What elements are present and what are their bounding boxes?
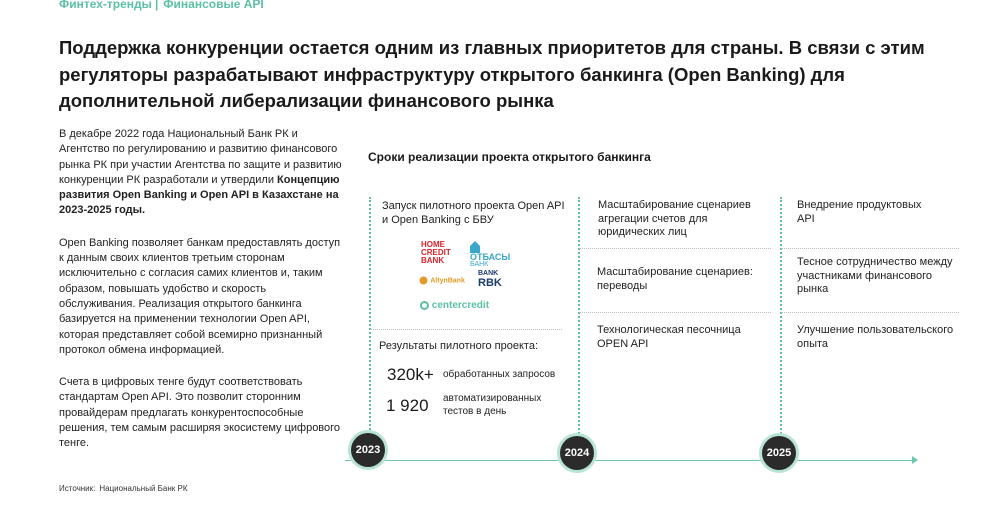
altyn-bank-logo	[419, 276, 465, 286]
intro-p1-bold: Концепцию развития Open Banking и Open API в Казахстане на 2023-2025 годы.	[59, 173, 340, 217]
otbasy-logo	[470, 241, 510, 269]
centercredit-logo	[420, 300, 489, 312]
home-credit-line3: BANK	[421, 256, 445, 265]
year-2024-marker: 2024	[560, 436, 594, 470]
item-2025-3: Улучшение пользовательского опыта	[797, 324, 954, 350]
item-2024-3: Технологическая песочница OPEN API	[597, 324, 741, 350]
item-2024-1: Масштабирование сценариев агрегации счетов для юридических лиц	[598, 199, 751, 238]
otbasy-line2: БАНК	[470, 261, 489, 268]
timeline-column-2023	[369, 197, 371, 445]
item-2024-2: Масштабирование сценариев: переводы	[597, 266, 753, 292]
year-2025-marker: 2025	[762, 436, 796, 470]
intro-p1-text: В декабре 2022 года Национальный Банк РК и Агентство по регулированию и развитию финансового рынка РК при участии Агентства по защите и развитию конкуренции РК разработали и утвердили	[59, 128, 342, 186]
timeline-axis	[345, 460, 915, 461]
timeline-title: Сроки реализации проекта открытого банкинга	[368, 150, 651, 164]
otbasy-line1: ОТБАСЫ	[470, 252, 511, 262]
breadcrumb	[59, 0, 264, 11]
home-credit-line1: HOME	[421, 240, 445, 249]
divider	[781, 312, 959, 313]
results-title: Результаты пилотного проекта:	[379, 340, 539, 352]
centercredit-icon	[420, 301, 429, 310]
rbk-line2: RBK	[478, 277, 502, 289]
divider	[781, 248, 959, 249]
intro-paragraph-3: Счета в цифровых тенге будут соответствовать стандартам Open API. Это позволит сторонним провайдерам предлагать конкурентоспособные решения, тем самым расширяя экосистему цифрового тенге.	[59, 376, 341, 450]
altyn-icon	[419, 276, 428, 285]
page-title: Поддержка конкуренции остается одним из главных приоритетов для страны. В связи с этим регуляторы разрабатывают инфраструктуру открытого банкинга (Open Banking) для дополнительной либерализации финансового рынка	[59, 37, 925, 111]
arrow-right-icon	[912, 456, 918, 464]
stat-tests-value: 1 920	[386, 396, 429, 415]
intro-paragraph-1	[59, 127, 344, 219]
intro-text	[59, 127, 344, 469]
home-credit-logo	[421, 241, 451, 265]
stat-requests-label: обработанных запросов	[443, 369, 556, 380]
source-label: Источник:	[59, 484, 96, 493]
divider	[579, 248, 771, 249]
divider	[370, 329, 562, 330]
breadcrumb-section[interactable]: Финтех-тренды	[59, 0, 152, 11]
source-value: Национальный Банк РК	[99, 484, 188, 493]
rbk-line1: BANK	[478, 270, 499, 277]
source-note	[59, 484, 192, 493]
divider	[579, 312, 771, 313]
breadcrumb-subsection[interactable]: Финансовые API	[163, 0, 264, 11]
intro-paragraph-2: Open Banking позволяет банкам предоставлять доступ к данным своих клиентов третьим сторонам исключительно с согласия самих клиентов и, таким образом, повышать удобство и скорость обслуживания. Реализация открытого банкинга базируется на применении технологии Open API, которая представляет собой всемирно признанный протокол обмена информацией.	[59, 236, 341, 356]
item-2025-1: Внедрение продуктовых API	[797, 199, 922, 225]
timeline-column-2024	[578, 197, 580, 445]
timeline-column-2025	[780, 197, 782, 445]
launch-text: Запуск пилотного проекта Open API и Open Banking с БВУ	[382, 200, 565, 226]
stat-requests-value: 320k+	[387, 365, 434, 384]
home-credit-line2: CREDIT	[421, 248, 451, 257]
stat-tests-label: автоматизированных тестов в день	[443, 393, 542, 417]
item-2025-2: Тесное сотрудничество между участниками финансового рынка	[797, 256, 953, 295]
centercredit-label: centercredit	[431, 300, 490, 311]
breadcrumb-separator: |	[154, 0, 159, 11]
bank-rbk-logo	[478, 270, 502, 289]
year-2023-marker: 2023	[351, 433, 385, 467]
altyn-label: AltynBank	[430, 277, 465, 285]
